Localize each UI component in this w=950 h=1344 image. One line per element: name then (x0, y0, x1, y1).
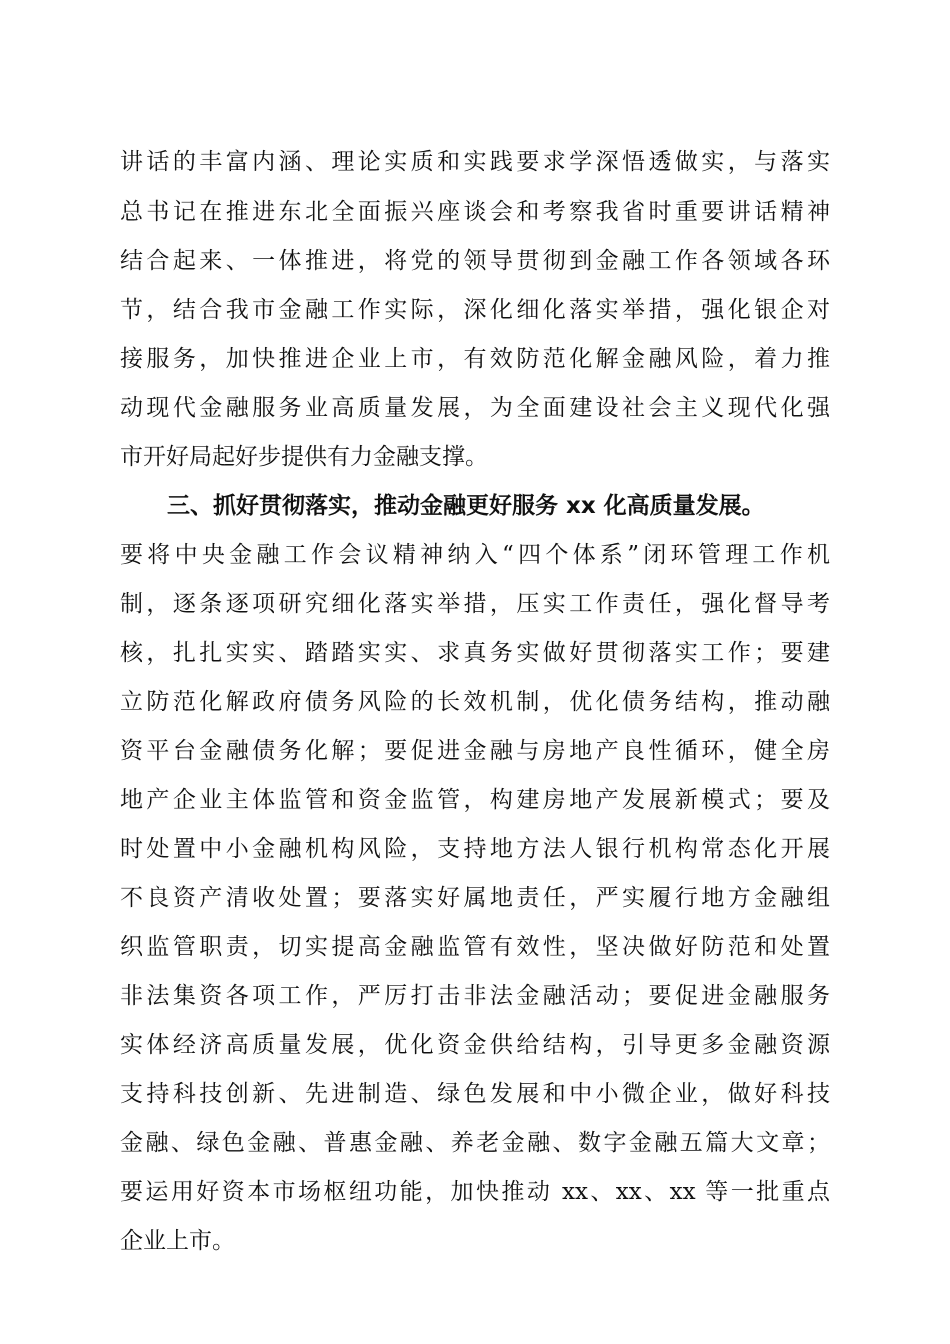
body-text-line: 企业上市。 (120, 1228, 235, 1254)
body-text-line: 动现代金融服务业高质量发展，为全面建设社会主义现代化强 (120, 395, 830, 421)
body-text-line: 资平台金融债务化解；要促进金融与房地产良性循环，健全房 (120, 738, 830, 764)
body-text-line: 非法集资各项工作，严厉打击非法金融活动；要促进金融服务 (120, 983, 830, 1009)
body-text-line: 织监管职责，切实提高金融监管有效性，坚决做好防范和处置 (120, 934, 830, 960)
body-text-line: 要将中央金融工作会议精神纳入“四个体系”闭环管理工作机 (120, 542, 830, 568)
body-text-line: 制，逐条逐项研究细化落实举措，压实工作责任，强化督导考 (120, 591, 830, 617)
body-text-line: 节，结合我市金融工作实际，深化细化落实举措，强化银企对 (120, 297, 830, 323)
body-text-line: 结合起来、一体推进，将党的领导贯彻到金融工作各领域各环 (120, 248, 830, 274)
body-text-line: 市开好局起好步提供有力金融支撑。 (120, 444, 488, 470)
body-text-line: 要运用好资本市场枢纽功能，加快推动 xx、xx、xx 等一批重点 (120, 1179, 830, 1205)
body-text-line: 立防范化解政府债务风险的长效机制，优化债务结构，推动融 (120, 689, 830, 715)
body-text-line: 不良资产清收处置；要落实好属地责任，严实履行地方金融组 (120, 885, 830, 911)
body-text-line: 金融、绿色金融、普惠金融、养老金融、数字金融五篇大文章； (120, 1130, 830, 1156)
body-text-line: 接服务，加快推进企业上市，有效防范化解金融风险，着力推 (120, 346, 830, 372)
body-text-line: 地产企业主体监管和资金监管，构建房地产发展新模式；要及 (120, 787, 830, 813)
section-heading: 三、抓好贯彻落实，推动金融更好服务 xx 化高质量发展。 (167, 493, 765, 519)
body-text-line: 实体经济高质量发展，优化资金供给结构，引导更多金融资源 (120, 1032, 830, 1058)
body-text-line: 时处置中小金融机构风险，支持地方法人银行机构常态化开展 (120, 836, 830, 862)
body-text-line: 核，扎扎实实、踏踏实实、求真务实做好贯彻落实工作；要建 (120, 640, 830, 666)
body-text-line: 支持科技创新、先进制造、绿色发展和中小微企业，做好科技 (120, 1081, 830, 1107)
body-text-line: 总书记在推进东北全面振兴座谈会和考察我省时重要讲话精神 (120, 199, 830, 225)
body-text-line: 讲话的丰富内涵、理论实质和实践要求学深悟透做实，与落实 (120, 149, 830, 175)
